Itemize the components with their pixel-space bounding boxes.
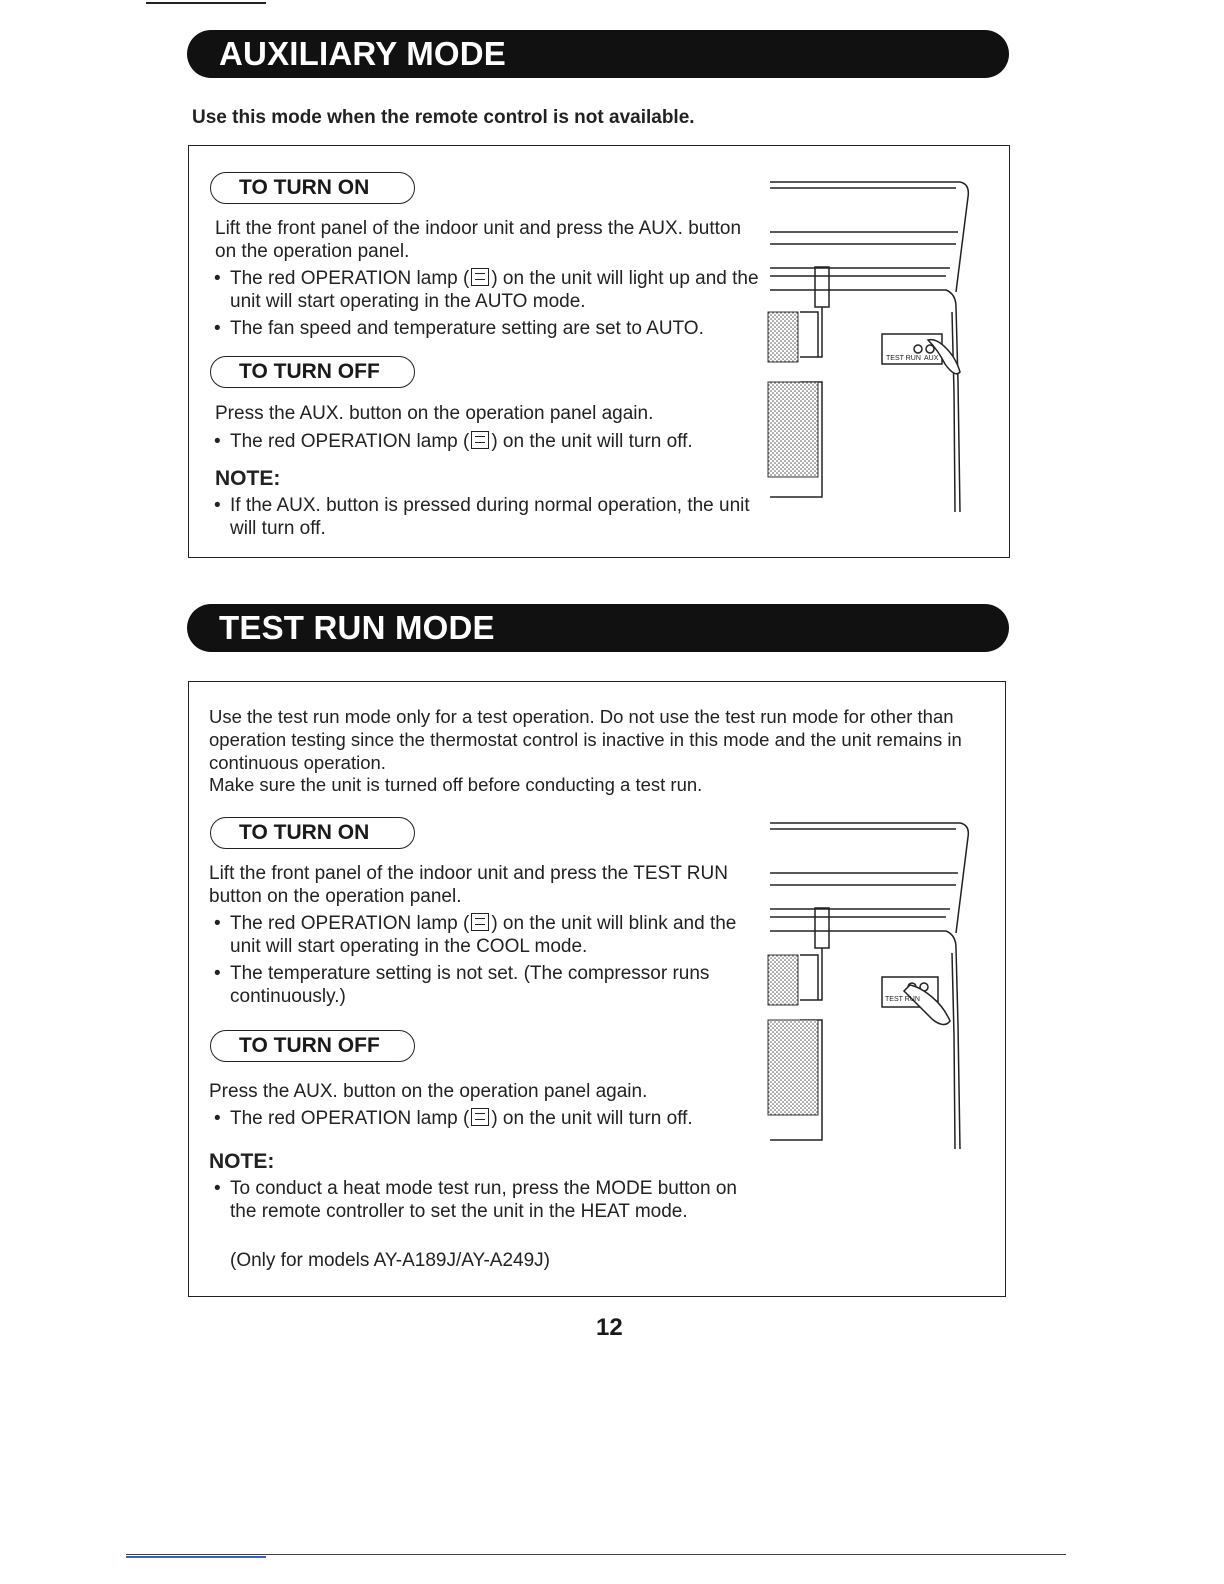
- aux-turn-on-bullet-1: [214, 267, 760, 313]
- bottom-rule-accent: [126, 1556, 266, 1558]
- aux-intro: Use this mode when the remote control is not available.: [192, 107, 695, 128]
- bullet-text: The red OPERATION lamp (: [230, 431, 470, 452]
- bullet-text: The red OPERATION lamp (: [230, 268, 470, 289]
- bottom-rule: [126, 1554, 1066, 1555]
- test-turn-on-bullet-2: • The temperature setting is not set. (The compressor runs continuously.): [214, 962, 755, 1008]
- operation-lamp-icon: [471, 268, 489, 286]
- aux-turn-on-text: Lift the front panel of the indoor unit and press the AUX. button on the operation panel.: [215, 218, 742, 262]
- figure-label-test-run: TEST RUN: [885, 996, 920, 1003]
- figure-label-test-run: TEST RUN: [886, 355, 921, 362]
- test-turn-off-label: TO TURN OFF: [210, 1030, 415, 1062]
- test-note-heading: NOTE:: [209, 1150, 275, 1173]
- test-turn-on-bullet-1: [214, 912, 755, 958]
- bullet-text: ) on the unit will turn off.: [491, 431, 693, 452]
- bullet-text: The red OPERATION lamp (: [230, 913, 470, 934]
- aux-turn-off-text: Press the AUX. button on the operation panel again.: [215, 403, 654, 424]
- aux-unit-illustration: [760, 172, 980, 517]
- aux-turn-on-label: TO TURN ON: [210, 172, 415, 204]
- aux-note-heading: NOTE:: [215, 467, 281, 490]
- aux-mode-banner: AUXILIARY MODE: [187, 30, 1009, 78]
- test-note-bullet: • To conduct a heat mode test run, press the MODE button on the remote controller to set the unit in the HEAT mode.: [214, 1177, 755, 1223]
- aux-turn-off-bullet: [214, 430, 770, 453]
- operation-lamp-icon: [471, 1108, 489, 1126]
- bullet-text: ) on the unit will blink and the unit will start operating in the COOL mode.: [230, 913, 737, 957]
- aux-turn-on-bullet-2: • The fan speed and temperature setting are set to AUTO.: [214, 317, 770, 340]
- test-run-unit-illustration: [760, 815, 980, 1155]
- bullet-text: The red OPERATION lamp (: [230, 1108, 470, 1129]
- test-turn-on-text: Lift the front panel of the indoor unit and press the TEST RUN button on the operation panel.: [209, 863, 728, 907]
- operation-lamp-icon: [471, 431, 489, 449]
- test-run-mode-banner: TEST RUN MODE: [187, 604, 1009, 652]
- test-turn-off-bullet: [214, 1107, 760, 1130]
- test-turn-on-label: TO TURN ON: [210, 817, 415, 849]
- bullet-text: ) on the unit will turn off.: [491, 1108, 693, 1129]
- test-intro-1: Use the test run mode only for a test operation. Do not use the test run mode for other than operation testing since the thermostat control is inactive in this mode and the unit remains in continuous operation.: [209, 706, 962, 773]
- bullet-text: ) on the unit will light up and the unit will start operating in the AUTO mode.: [230, 268, 759, 312]
- aux-turn-off-label: TO TURN OFF: [210, 356, 415, 388]
- test-turn-off-text: Press the AUX. button on the operation panel again.: [209, 1081, 648, 1102]
- test-note-models: (Only for models AY-A189J/AY-A249J): [230, 1250, 550, 1271]
- figure-label-aux: AUX: [924, 355, 939, 362]
- page-number: 12: [596, 1314, 623, 1341]
- aux-note-bullet: • If the AUX. button is pressed during normal operation, the unit will turn off.: [214, 494, 760, 540]
- operation-lamp-icon: [471, 913, 489, 931]
- test-intro-2: Make sure the unit is turned off before conducting a test run.: [209, 774, 703, 795]
- top-rule: [146, 2, 266, 4]
